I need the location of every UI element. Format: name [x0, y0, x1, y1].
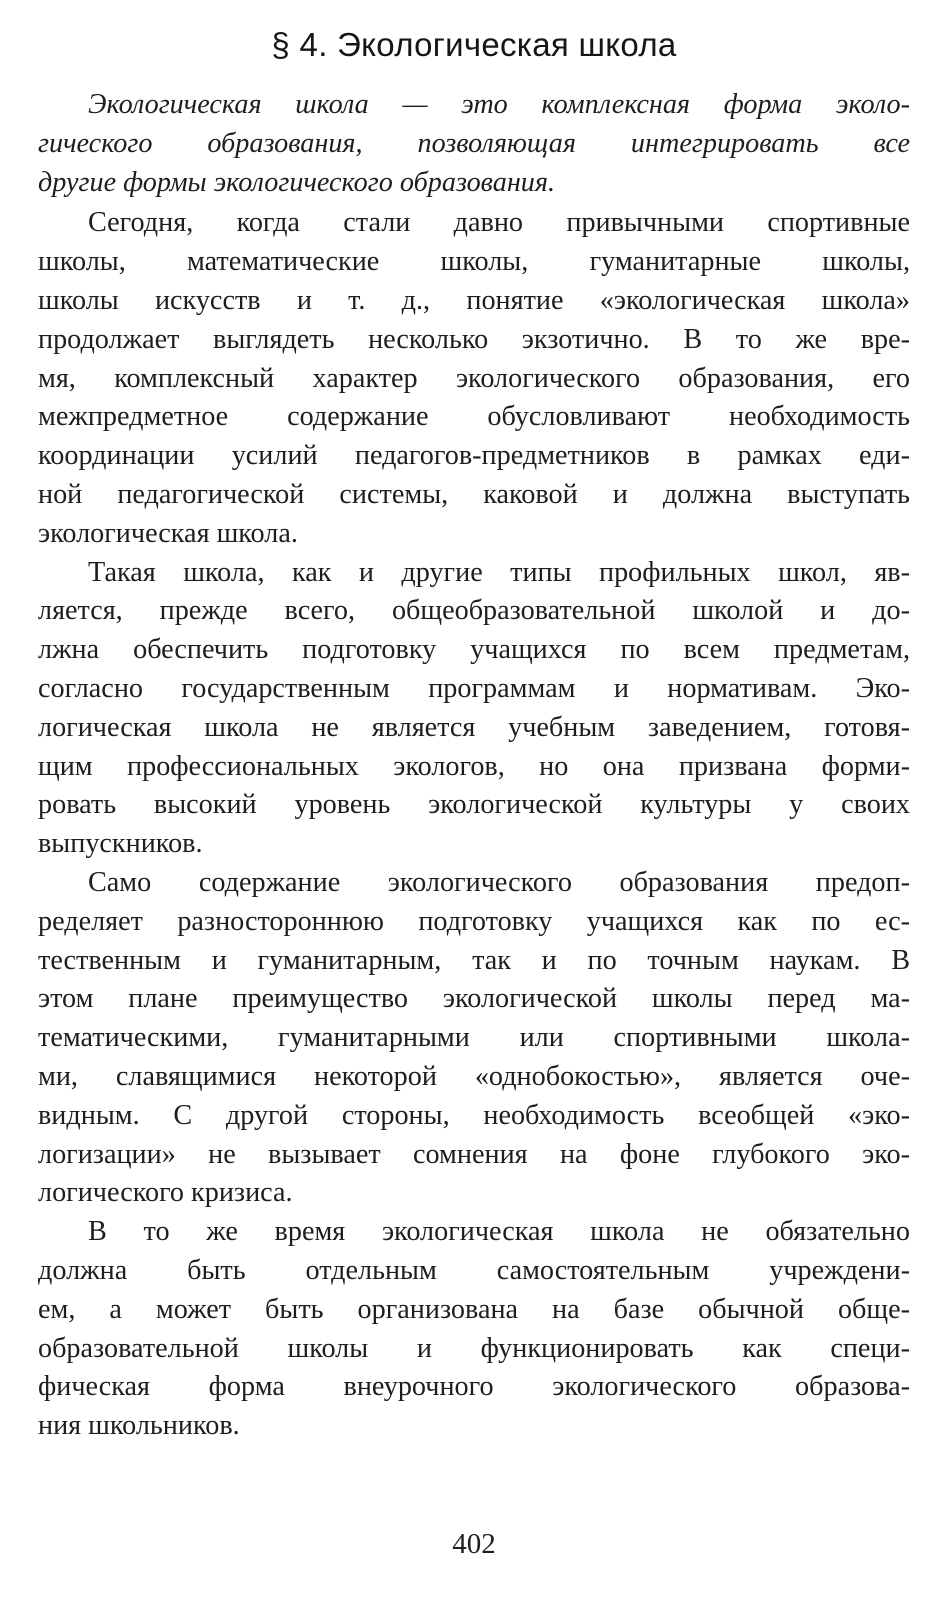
text-line: межпредметное содержание обусловливают необходимость: [38, 401, 910, 433]
text-line: школы, математические школы, гуманитарные школы,: [38, 246, 910, 278]
text-line: выпускников.: [38, 828, 203, 860]
text-line: ровать высокий уровень экологической культуры у своих: [38, 789, 910, 821]
text-line: ределяет разностороннюю подготовку учащихся как по ес-: [38, 905, 910, 937]
text-line: мя, комплексный характер экологического образования, его: [38, 362, 910, 394]
text-line: тематическими, гуманитарными или спортивными школа-: [38, 1022, 910, 1054]
text-line: ной педагогической системы, каковой и должна выступать: [38, 478, 910, 510]
paragraph: [38, 554, 910, 864]
text-line: согласно государственным программам и нормативам. Эко-: [38, 672, 910, 704]
text-line: ния школьников.: [38, 1410, 240, 1442]
book-page: [38, 24, 910, 1584]
text-line: координации усилий педагогов-предметников в рамках еди-: [38, 440, 910, 472]
text-line: Само содержание экологического образования предоп-: [88, 866, 910, 898]
body-text: [38, 86, 910, 1446]
text-line: образовательной школы и функционировать как специ-: [38, 1332, 910, 1364]
text-line: логическая школа не является учебным заведением, готовя-: [38, 711, 910, 743]
text-line: тественным и гуманитарным, так и по точным наукам. В: [38, 944, 910, 976]
text-line: продолжает выглядеть несколько экзотично. В то же вре-: [38, 323, 910, 355]
text-line: лжна обеспечить подготовку учащихся по всем предметам,: [38, 634, 910, 666]
text-line: ем, а может быть организована на базе обычной обще-: [38, 1293, 910, 1325]
text-line: логизации» не вызывает сомнения на фоне глубокого эко-: [38, 1138, 910, 1170]
text-line: гического образования, позволяющая интегрировать все: [38, 127, 910, 159]
paragraph: [38, 864, 910, 1213]
text-line: другие формы экологического образования.: [38, 166, 556, 198]
text-line: ми, славящимися некоторой «однобокостью», является оче-: [38, 1060, 910, 1092]
text-line: экологическая школа.: [38, 517, 298, 549]
text-line: фическая форма внеурочного экологического образова-: [38, 1371, 910, 1403]
text-line: видным. С другой стороны, необходимость всеобщей «эко-: [38, 1099, 910, 1131]
text-line: В то же время экологическая школа не обязательно: [88, 1216, 910, 1248]
text-line: ляется, прежде всего, общеобразовательной школой и до-: [38, 595, 910, 627]
text-line: Такая школа, как и другие типы профильных школ, яв-: [88, 556, 910, 588]
text-line: логического кризиса.: [38, 1177, 293, 1209]
paragraph: [38, 1213, 910, 1446]
text-line: должна быть отдельным самостоятельным учреждени-: [38, 1254, 910, 1286]
page-number: 402: [452, 1528, 496, 1560]
text-line: щим профессиональных экологов, но она призвана форми-: [38, 750, 910, 782]
paragraph: [38, 204, 910, 553]
text-line: Сегодня, когда стали давно привычными спортивные: [88, 207, 910, 239]
text-line: этом плане преимущество экологической школы перед ма-: [38, 983, 910, 1015]
text-line: Экологическая школа — это комплексная форма эколо-: [88, 89, 910, 120]
lead-paragraph: [38, 86, 910, 202]
section-title: § 4. Экологическая школа: [271, 26, 677, 63]
text-line: школы искусств и т. д., понятие «экологическая школа»: [38, 284, 910, 316]
